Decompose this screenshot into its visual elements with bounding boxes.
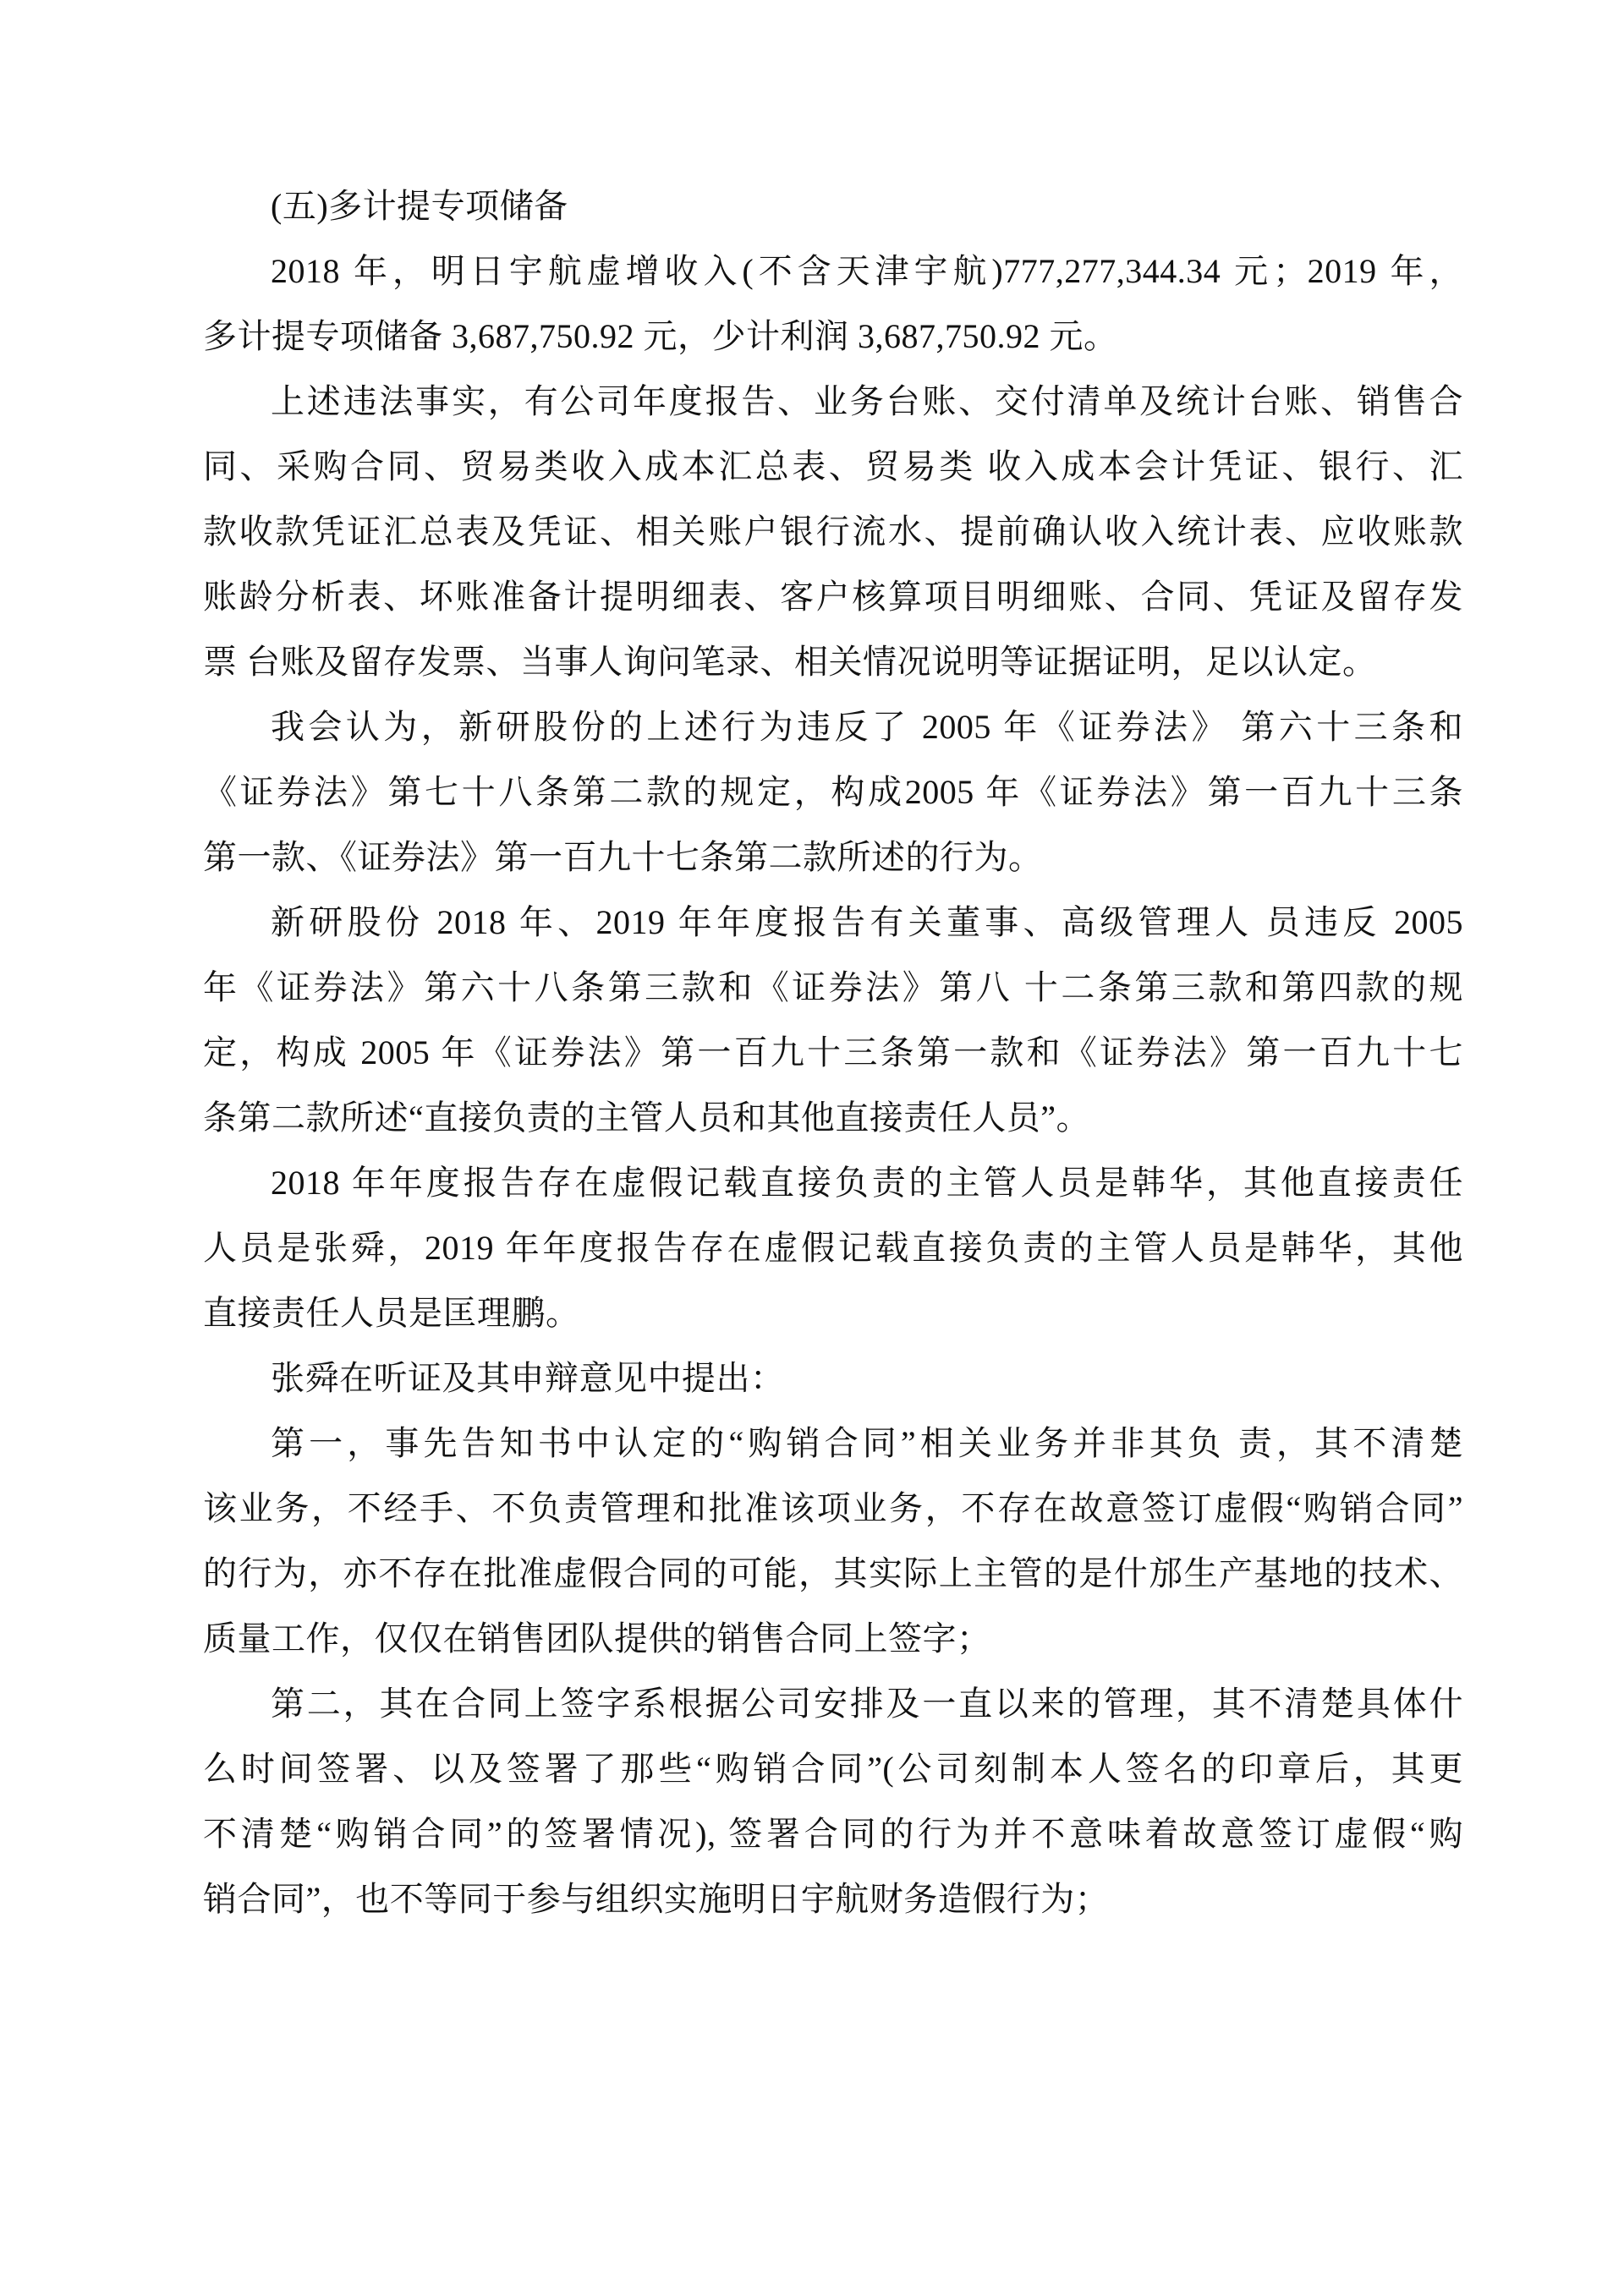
- text-line: 第一款、《证券法》第一百九十七条第二款所述的行为。: [203, 838, 1043, 876]
- text-line: 《证券法》第七十八条第二款的规定，构成2005 年《证券法》第一百九十三条: [203, 773, 1463, 811]
- text-line: 么时间签署、以及签署了那些“购销合同”(公司刻制本人签名的印章后，其更: [203, 1750, 1463, 1788]
- text-line: 上述违法事实，有公司年度报告、业务台账、交付清单及统计台账、销售合: [271, 382, 1463, 420]
- text-line: 我会认为，新研股份的上述行为违反了 2005 年《证券法》 第六十三条和: [271, 708, 1463, 746]
- text-line: 条第二款所述“直接负责的主管人员和其他直接责任人员”。: [203, 1099, 1091, 1137]
- text-line: 2018 年，明日宇航虚增收入(不含天津宇航)777,277,344.34 元；2019 年，: [271, 252, 1463, 290]
- text-line: 张舜在听证及其申辩意见中提出：: [271, 1359, 785, 1397]
- text-line: 该业务，不经手、不负责管理和批准该项业务，不存在故意签订虚假“购销合同”: [203, 1489, 1463, 1527]
- document-body: [203, 173, 1463, 1932]
- text-line: 2018 年年度报告存在虚假记载直接负责的主管人员是韩华，其他直接责任: [271, 1164, 1463, 1202]
- text-line: 质量工作，仅仅在销售团队提供的销售合同上签字；: [203, 1619, 991, 1658]
- text-line: 第二，其在合同上签字系根据公司安排及一直以来的管理，其不清楚具体什: [271, 1685, 1463, 1723]
- text-line: 新研股份 2018 年、2019 年年度报告有关董事、高级管理人 员违反 2005: [271, 903, 1463, 941]
- text-line: 人员是张舜，2019 年年度报告存在虚假记载直接负责的主管人员是韩华，其他: [203, 1229, 1463, 1267]
- text-line: 的行为，亦不存在批准虚假合同的可能，其实际上主管的是什邡生产基地的技术、: [203, 1554, 1463, 1592]
- text-line: 账龄分析表、坏账准备计提明细表、客户核算项目明细账、合同、凭证及留存发: [203, 578, 1463, 616]
- text-line: 多计提专项储备 3,687,750.92 元，少计利润 3,687,750.92 元。: [203, 317, 1118, 355]
- text-line: 票 台账及留存发票、当事人询问笔录、相关情况说明等证据证明，足以认定。: [203, 643, 1377, 681]
- text-line: 第一，事先告知书中认定的“购销合同”相关业务并非其负 责，其不清楚: [271, 1424, 1463, 1462]
- text-line: 定，构成 2005 年《证券法》第一百九十三条第一款和《证券法》第一百九十七: [203, 1033, 1463, 1071]
- text-line: 直接责任人员是匡理鹏。: [203, 1294, 580, 1332]
- text-line: (五)多计提专项储备: [271, 187, 568, 225]
- text-line: 不清楚“购销合同”的签署情况), 签署合同的行为并不意味着故意签订虚假“购: [203, 1815, 1463, 1853]
- text-line: 同、采购合同、贸易类收入成本汇总表、贸易类 收入成本会计凭证、银行、汇: [203, 447, 1463, 485]
- text-line: 款收款凭证汇总表及凭证、相关账户银行流水、提前确认收入统计表、应收账款: [203, 512, 1463, 551]
- text-line: 销合同”，也不等同于参与组织实施明日宇航财务造假行为；: [203, 1880, 1110, 1918]
- text-line: 年《证券法》第六十八条第三款和《证券法》第八 十二条第三款和第四款的规: [203, 968, 1463, 1006]
